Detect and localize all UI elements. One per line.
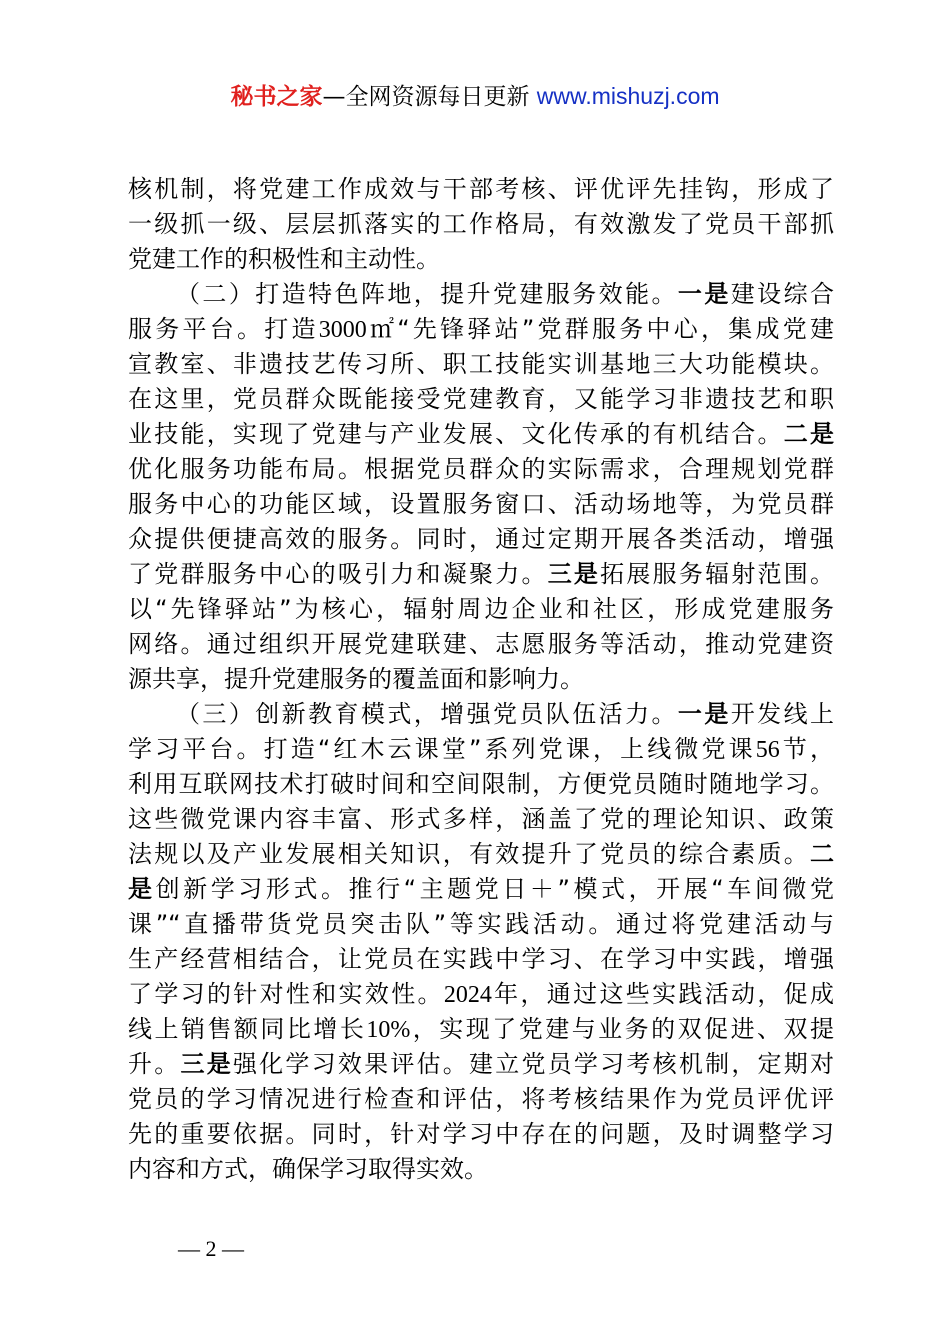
text-run: 一级抓一级、层层抓落实的工作格局，有效激发了党员干部抓: [128, 210, 834, 238]
text-run: 建设综合: [730, 280, 835, 308]
text-run: 了学习的针对性和实效性。: [128, 980, 444, 1008]
text-run: 宣教室、非遗技艺传习所、职工技能实训基地三大功能模块。: [128, 350, 834, 378]
text-line: [128, 767, 834, 802]
text-line: [128, 417, 834, 452]
paragraph-heading-line: [128, 277, 834, 312]
emphasis-text: 一是: [677, 280, 731, 308]
text-run: 党员的学习情况进行检查和评估，将考核结果作为党员评优评: [128, 1085, 834, 1113]
text-line: [128, 522, 834, 557]
text-line: [128, 977, 834, 1012]
text-line: [128, 732, 834, 767]
page-number: — 2 —: [178, 1236, 244, 1261]
emphasis-text: 二: [810, 840, 834, 868]
text-run: 这些微党课内容丰富、形式多样，涵盖了党的理论知识、政策: [128, 805, 834, 833]
text-line: [128, 942, 834, 977]
text-run: ㎡“先锋驿站”党群服务中心，集成党建: [366, 315, 834, 343]
text-line: [128, 382, 834, 417]
text-line: [128, 802, 834, 837]
text-line: [128, 487, 834, 522]
text-line: [128, 1012, 834, 1047]
text-line: [128, 592, 834, 627]
text-run: 年，通过这些实践活动，促成: [491, 980, 835, 1008]
text-line: [128, 242, 834, 277]
text-line: [128, 837, 834, 872]
emphasis-text: 二是: [783, 420, 835, 448]
text-run: 先的重要依据。同时，针对学习中存在的问题，及时调整学习: [128, 1120, 834, 1148]
text-run: 优化服务功能布局。根据党员群众的实际需求，合理规划党群: [128, 455, 834, 483]
text-run: 线上销售额同比增长: [128, 1015, 367, 1043]
text-run: 节，: [779, 735, 834, 763]
text-line: [128, 452, 834, 487]
site-banner: [0, 80, 950, 113]
emphasis-text: 三是: [547, 560, 601, 588]
text-line: [128, 207, 834, 242]
text-run: 以“先锋驿站”为核心，辐射周边企业和社区，形成党建服务: [128, 595, 834, 623]
text-run: 利用互联网技术打破时间和空间限制，方便党员随时随地学习。: [128, 770, 834, 798]
emphasis-text: 一是: [677, 700, 731, 728]
text-run: 10%: [366, 1017, 411, 1043]
text-run: 3000: [318, 317, 367, 343]
text-line: [128, 627, 834, 662]
text-run: 网络。通过组织开展党建联建、志愿服务等活动，推动党建资: [128, 630, 834, 658]
text-run: 业技能，实现了党建与产业发展、文化传承的有机结合。: [128, 420, 784, 448]
text-run: 核机制，将党建工作成效与干部考核、评优评先挂钩，形成了: [128, 175, 834, 203]
text-run: 服务平台。打造: [128, 315, 319, 343]
text-run: 众提供便捷高效的服务。同时，通过定期开展各类活动，增强: [128, 525, 834, 553]
text-run: 法规以及产业发展相关知识，有效提升了党员的综合素质。: [128, 840, 810, 868]
text-run: 创新学习形式。推行“主题党日＋”模式，开展“车间微党: [155, 875, 834, 903]
text-run: 强化学习效果评估。建立党员学习考核机制，定期对: [232, 1050, 835, 1078]
text-run: 内容和方式，确保学习取得实效。: [128, 1155, 488, 1183]
text-line: [128, 1117, 834, 1152]
text-run: 生产经营相结合，让党员在实践中学习、在学习中实践，增强: [128, 945, 834, 973]
text-line: [128, 872, 834, 907]
site-brand: 秘书之家: [230, 84, 323, 110]
text-line: [128, 1082, 834, 1117]
text-run: 党建工作的积极性和主动性。: [128, 245, 440, 273]
text-line: [128, 1152, 834, 1187]
site-tagline: —全网资源每日更新: [322, 84, 537, 110]
text-line: [128, 1047, 834, 1082]
paragraph-heading-line: [128, 697, 834, 732]
text-run: 拓展服务辐射范围。: [600, 560, 835, 588]
text-run: （二）打造特色阵地，提升党建服务效能。: [176, 280, 678, 308]
text-run: ，实现了党建与业务的双促进、双提: [410, 1015, 835, 1043]
text-run: 源共享，提升党建服务的覆盖面和影响力。: [128, 665, 584, 693]
text-run: 2024: [443, 982, 492, 1008]
text-line: [128, 557, 834, 592]
text-line: [128, 347, 834, 382]
text-run: （三）创新教育模式，增强党员队伍活力。: [176, 700, 678, 728]
text-run: 在这里，党员群众既能接受党建教育，又能学习非遗技艺和职: [128, 385, 834, 413]
text-line: [128, 312, 834, 347]
site-url-link[interactable]: www.mishuzj.com: [536, 83, 720, 109]
text-run: 课”“直播带货党员突击队”等实践活动。通过将党建活动与: [128, 910, 834, 938]
document-body: [128, 172, 834, 1187]
text-line: [128, 172, 834, 207]
text-run: 升。: [128, 1050, 181, 1078]
text-run: 开发线上: [730, 700, 835, 728]
text-line: [128, 907, 834, 942]
text-line: [128, 662, 834, 697]
text-run: 学习平台。打造“红木云课堂”系列党课，上线微党课: [128, 735, 756, 763]
text-run: 56: [755, 737, 780, 763]
text-run: 服务中心的功能区域，设置服务窗口、活动场地等，为党员群: [128, 490, 834, 518]
emphasis-text: 三是: [180, 1050, 233, 1078]
emphasis-text: 是: [128, 875, 156, 903]
text-run: 了党群服务中心的吸引力和凝聚力。: [128, 560, 548, 588]
